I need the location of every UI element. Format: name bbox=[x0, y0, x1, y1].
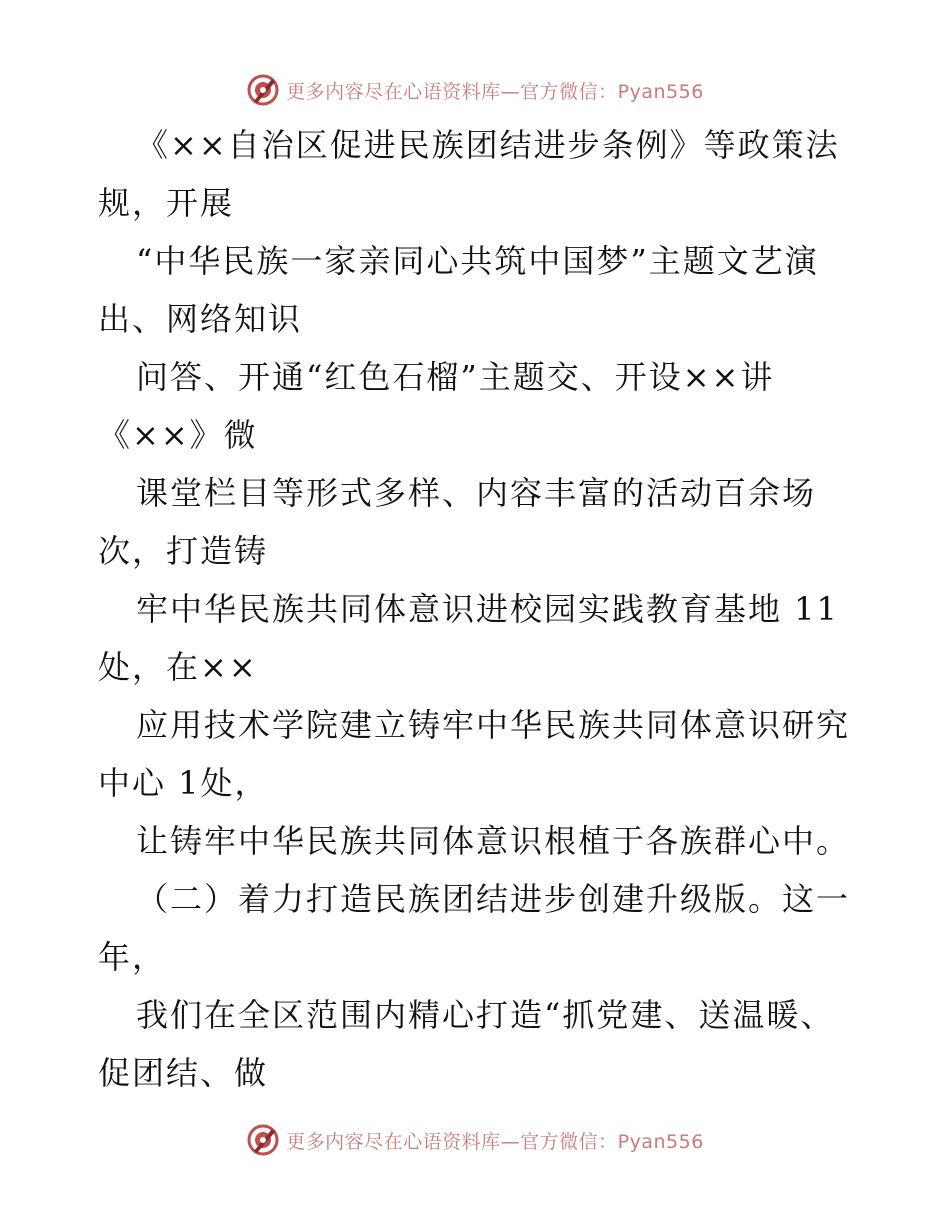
text-line: 年， bbox=[98, 938, 167, 976]
watermark-text: 更多内容尽在心语资料库—官方微信：Pyan556 bbox=[286, 1130, 704, 1153]
text-line: 规，开展 bbox=[98, 184, 235, 222]
footer-watermark bbox=[0, 1120, 950, 1160]
body-text bbox=[98, 116, 858, 1102]
watermark-text: 更多内容尽在心语资料库—官方微信：Pyan556 bbox=[286, 80, 704, 103]
text-line: 次，打造铸 bbox=[98, 532, 269, 570]
text-line: 课堂栏目等形式多样、内容丰富的活动百余场 bbox=[136, 474, 817, 512]
text-line: 出、网络知识 bbox=[98, 300, 303, 338]
text-line: 我们在全区范围内精心打造“抓党建、送温暖、 bbox=[136, 996, 835, 1034]
quill-logo-icon bbox=[246, 73, 280, 107]
header-watermark bbox=[0, 70, 950, 110]
text-line: 处，在×× bbox=[98, 648, 258, 686]
text-line: 牢中华民族共同体意识进校园实践教育基地 11 bbox=[136, 590, 839, 628]
text-line: 问答、开通“红色石榴”主题交、开设××讲 bbox=[136, 358, 775, 396]
text-line: 中心 1处， bbox=[98, 764, 269, 802]
text-line: 《××》微 bbox=[98, 416, 258, 454]
text-line: 应用技术学院建立铸牢中华民族共同体意识研究 bbox=[136, 706, 851, 744]
text-line: （二）着力打造民族团结进步创建升级版。这一 bbox=[136, 880, 851, 918]
text-line: 促团结、做 bbox=[98, 1054, 269, 1092]
text-line: 《××自治区促进民族团结进步条例》等政策法 bbox=[136, 126, 840, 164]
text-line: 让铸牢中华民族共同体意识根植于各族群心中。 bbox=[136, 822, 851, 860]
quill-logo-icon bbox=[246, 1123, 280, 1157]
text-line: “中华民族一家亲同心共筑中国梦”主题文艺演 bbox=[136, 242, 819, 280]
